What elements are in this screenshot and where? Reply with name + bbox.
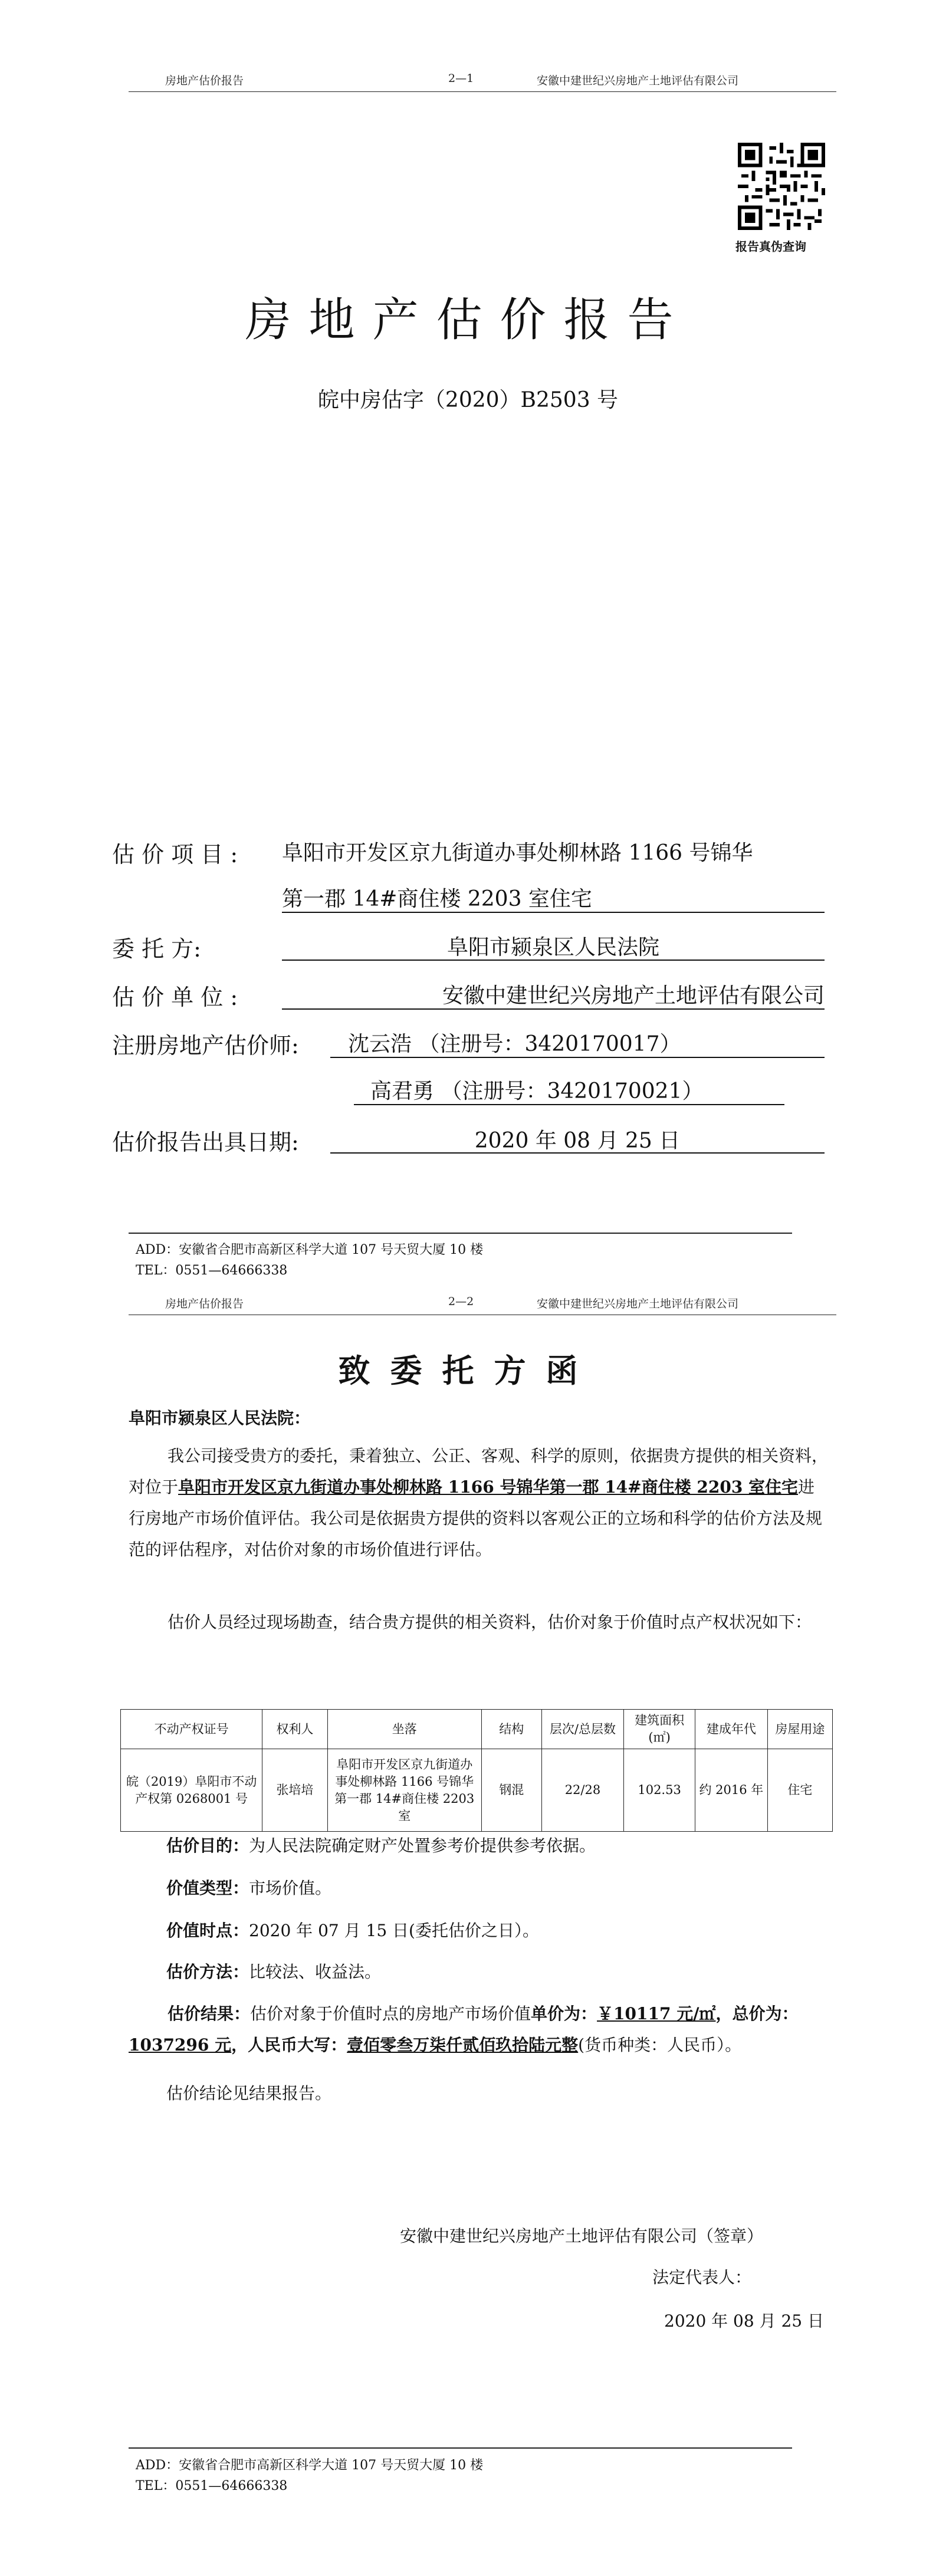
table-header-cell: 建筑面积(㎡) [624,1710,695,1749]
table-cell: 约 2016 年 [695,1749,767,1832]
signature-representative: 法定代表人： [652,2268,752,2287]
project-underline [282,912,825,913]
para1-intro: 我公司接受贵方的委托，秉着独立、公正、客观、科学的原则，依据贵方提供的相关资料，对位于 [129,1446,829,1497]
header-left: 房地产估价报告 [165,1297,244,1310]
letter-paragraph-2 [129,1606,830,1638]
total-in-words: 壹佰零叁万柒仟贰佰玖拾陆元整 [347,2035,579,2055]
total-price: 1037296 元 [129,2035,232,2055]
property-address: 阜阳市开发区京九街道办事处柳林路 1166 号锦华第一郡 14#商住楼 2203 室住宅 [178,1477,799,1497]
table-cell: 钢混 [481,1749,541,1832]
client-label: 委 托 方: [112,936,201,962]
method-line: 估价方法：比较法、收益法。 [166,1962,382,1982]
unit-label: 估 价 单 位 : [112,984,238,1010]
purpose-line: 估价目的：为人民法院确定财产处置参考价提供参考依据。 [166,1836,596,1855]
value-type-line: 价值类型：市场价值。 [166,1878,332,1898]
header-rule [129,91,836,92]
report-title: 房地产估价报告 [245,294,691,347]
header-page: 2—1 [448,72,474,85]
signature-date: 2020 年 08 月 25 日 [664,2311,825,2331]
qr-code[interactable] [735,143,827,230]
appraiser-2: 高君勇 （注册号：3420170021） [370,1079,704,1103]
appraiser-2-underline [354,1104,784,1105]
table-header-cell: 不动产权证号 [121,1710,262,1749]
client-underline [282,960,825,961]
table-header-row [121,1710,833,1749]
header-left: 房地产估价报告 [165,74,244,87]
appraiser-1: 沈云浩 （注册号：3420170017） [348,1032,681,1056]
qr-caption: 报告真伪查询 [735,239,806,254]
table-header-cell: 建成年代 [695,1710,767,1749]
footer-tel: TEL：0551—64666338 [136,1263,288,1278]
table-row [121,1749,833,1832]
table-cell: 住宅 [767,1749,832,1832]
table-cell: 102.53 [624,1749,695,1832]
para1-rest: 进行房地产市场价值评估。我公司是依据贵方提供的资料以客观公正的立场和科学的估价方法及规范的评估程序，对估价对象的市场价值进行评估。 [129,1477,823,1559]
table-header-cell: 权利人 [262,1710,327,1749]
salutation: 阜阳市颍泉区人民法院： [129,1408,311,1428]
result-paragraph: 估价结果：估价对象于价值时点的房地产市场价值单价为：￥10117 元/㎡，总价为：1037296 元，人民币大写：壹佰零叁万柒仟贰佰玖拾陆元整(货币种类：人民币）。 [129,2004,799,2055]
date-underline [330,1152,825,1154]
table-cell: 张培培 [262,1749,327,1832]
header-company: 安徽中建世纪兴房地产土地评估有限公司 [537,74,739,87]
para2-text: 估价人员经过现场勘查，结合贵方提供的相关资料，估价对象于价值时点产权状况如下： [168,1612,812,1632]
conclusion-line: 估价结论见结果报告。 [166,2084,332,2103]
header-page: 2—2 [448,1295,474,1308]
table-header-cell: 结构 [481,1710,541,1749]
table-cell: 阜阳市开发区京九街道办事处柳林路 1166 号锦华第一郡 14#商住楼 2203 室 [327,1749,481,1832]
project-label: 估 价 项 目 : [112,842,238,868]
footer-address: ADD：安徽省合肥市高新区科学大道 107 号天贸大厦 10 楼 [136,2458,484,2473]
project-value-line1: 阜阳市开发区京九街道办事处柳林路 1166 号锦华 [282,841,753,865]
table-cell: 22/28 [541,1749,624,1832]
table-cell: 皖（2019）阜阳市不动产权第 0268001 号 [121,1749,262,1832]
header-company: 安徽中建世纪兴房地产土地评估有限公司 [537,1297,739,1310]
letter-paragraph-1 [129,1440,830,1565]
value-date-line: 价值时点：2020 年 07 月 15 日(委托估价之日）。 [166,1921,539,1940]
table-header-cell: 层次/总层数 [541,1710,624,1749]
footer-address: ADD：安徽省合肥市高新区科学大道 107 号天贸大厦 10 楼 [136,1243,484,1257]
date-value: 2020 年 08 月 25 日 [474,1129,681,1153]
appraiser-label: 注册房地产估价师: [112,1033,299,1059]
unit-value: 安徽中建世纪兴房地产土地评估有限公司 [442,984,825,1008]
date-label: 估价报告出具日期: [112,1129,299,1155]
footer-rule [129,2447,792,2449]
signature-company: 安徽中建世纪兴房地产土地评估有限公司（签章） [400,2226,764,2246]
table-header-cell: 房屋用途 [767,1710,832,1749]
project-value-line2: 第一郡 14#商住楼 2203 室住宅 [282,887,592,911]
table-header-cell: 坐落 [327,1710,481,1749]
unit-underline [282,1008,825,1010]
document-number: 皖中房估字（2020）B2503 号 [317,388,619,412]
letter-title: 致委托方函 [338,1352,598,1389]
footer-rule [129,1233,792,1234]
property-table [120,1709,833,1832]
client-value: 阜阳市颍泉区人民法院 [446,935,659,960]
appraiser-1-underline [330,1057,825,1058]
unit-price: ￥10117 元/㎡ [597,2004,716,2023]
footer-tel: TEL：0551—64666338 [136,2479,288,2493]
